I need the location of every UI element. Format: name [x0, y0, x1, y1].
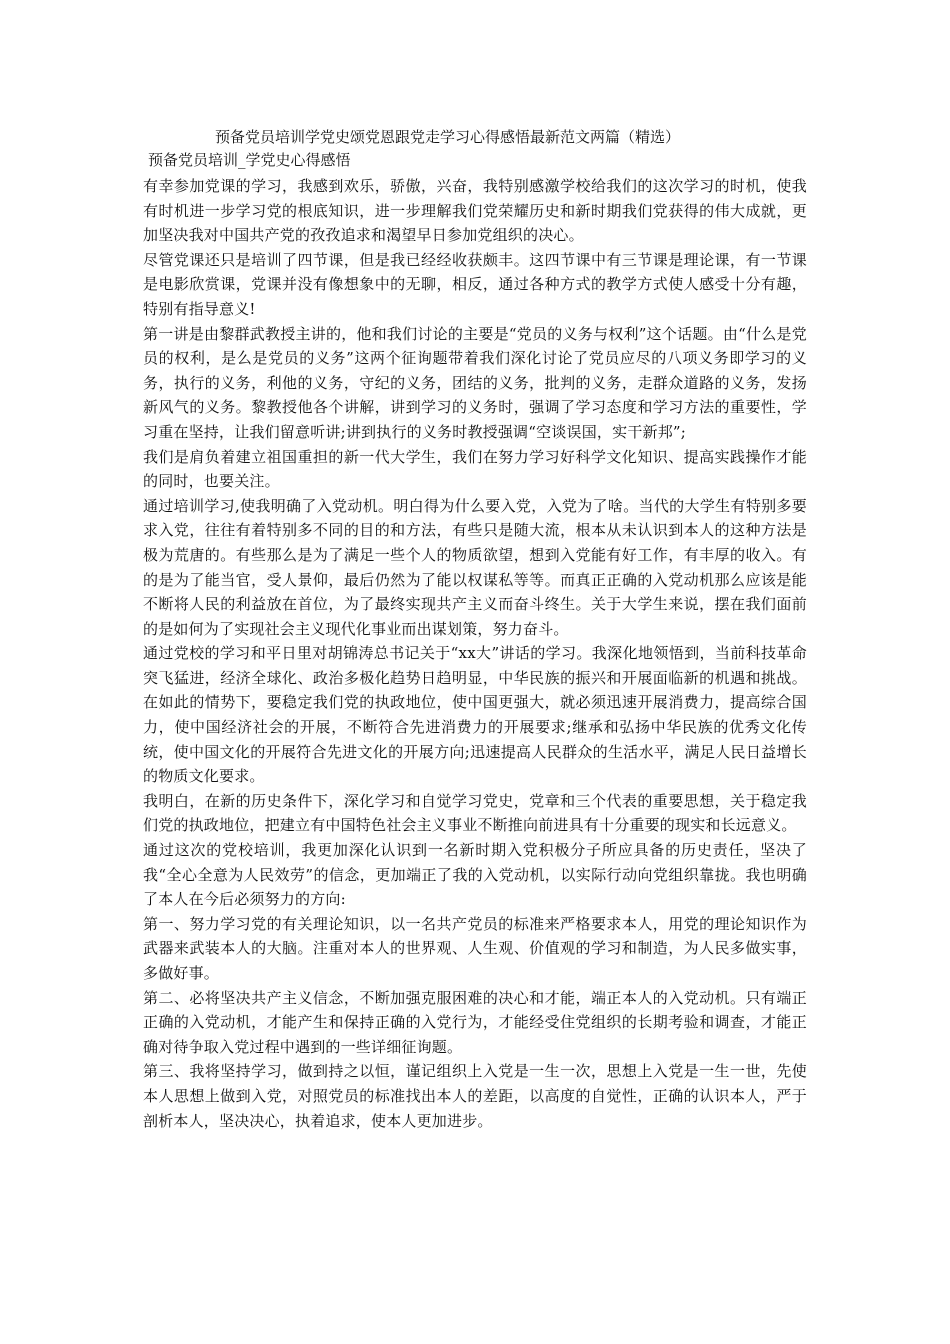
document-title: 预备党员培训学党史颂党恩跟党走学习心得感悟最新范文两篇（精选） [215, 128, 681, 146]
document-body [143, 174, 807, 1133]
paragraph: 尽管党课还只是培训了四节课，但是我已经经收获颇丰。这四节课中有三节课是理论课，有一节课是电影欣赏课，党课并没有像想象中的无聊，相反，通过各种方式的教学方式使人感受十分有趣，特别有指导意义! [143, 250, 807, 318]
paragraph: 第一讲是由黎群武教授主讲的，他和我们讨论的主要是“党员的义务与权利”这个话题。由“什么是党员的权利，是么是党员的义务”这两个征询题带着我们深化讨论了党员应尽的八项义务即学习的义务，执行的义务，利他的义务，守纪的义务，团结的义务，批判的义务，走群众道路的义务，发扬新风气的义务。黎教授他各个讲解，讲到学习的义务时，强调了学习态度和学习方法的重要性，学习重在坚持，让我们留意听讲;讲到执行的义务时教授强调“空谈误国，实干新邦”; [143, 324, 807, 441]
paragraph: 通过培训学习,使我明确了入党动机。明白得为什么要入党，入党为了啥。当代的大学生有特别多要求入党，往往有着特别多不同的目的和方法，有些只是随大流，根本从未认识到本人的这种方法是极为荒唐的。有些那么是为了满足一些个人的物质欲望，想到入党能有好工作，有丰厚的收入。有的是为了能当官，受人景仰，最后仍然为了能以权谋私等等。而真正正确的入党动机那么应该是能不断将人民的利益放在首位，为了最终实现共产主义而奋斗终生。关于大学生来说，摆在我们面前的是如何为了实现社会主义现代化事业而出谋划策，努力奋斗。 [143, 496, 807, 638]
paragraph: 有幸参加党课的学习，我感到欢乐，骄傲，兴奋，我特别感激学校给我们的这次学习的时机，使我有时机进一步学习党的根底知识，进一步理解我们党荣耀历史和新时期我们党获得的伟大成就，更加坚决我对中国共产党的孜孜追求和渴望早日参加党组织的决心。 [143, 177, 807, 245]
document-subtitle: 预备党员培训_学党史心得感悟 [148, 151, 351, 169]
paragraph: 第一、努力学习党的有关理论知识，以一名共产党员的标准来严格要求本人，用党的理论知识作为武器来武装本人的大脑。注重对本人的世界观、人生观、价值观的学习和制造，为人民多做实事，多做好事。 [143, 914, 807, 982]
paragraph: 通过党校的学习和平日里对胡锦涛总书记关于“xx大”讲话的学习。我深化地领悟到，当前科技革命突飞猛进，经济全球化、政治多极化趋势日趋明显，中华民族的振兴和开展面临新的机遇和挑战。在如此的情势下，要稳定我们党的执政地位，使中国更强大，就必须迅速开展消费力，提高综合国力，使中国经济社会的开展，不断符合先进消费力的开展要求;继承和弘扬中华民族的优秀文化传统，使中国文化的开展符合先进文化的开展方向;迅速提高人民群众的生活水平，满足人民日益增长的物质文化要求。 [143, 644, 807, 786]
paragraph: 第二、必将坚决共产主义信念，不断加强克服困难的决心和才能，端正本人的入党动机。只有端正正确的入党动机，才能产生和保持正确的入党行为，才能经受住党组织的长期考验和调查，才能正确对待争取入党过程中遇到的一些详细征询题。 [143, 988, 807, 1056]
paragraph: 我明白，在新的历史条件下，深化学习和自觉学习党史，党章和三个代表的重要思想，关于稳定我们党的执政地位，把建立有中国特色社会主义事业不断推向前进具有十分重要的现实和长远意义。 [143, 791, 807, 835]
paragraph: 通过这次的党校培训，我更加深化认识到一名新时期入党积极分子所应具备的历史责任，坚决了我“全心全意为人民效劳”的信念，更加端正了我的入党动机，以实际行动向党组织靠拢。我也明确了本人在今后必须努力的方向: [143, 841, 807, 909]
paragraph: 我们是肩负着建立祖国重担的新一代大学生，我们在努力学习好科学文化知识、提高实践操作才能的同时，也要关注。 [143, 447, 807, 491]
paragraph: 第三、我将坚持学习，做到持之以恒，谨记组织上入党是一生一次，思想上入党是一生一世，先使本人思想上做到入党，对照党员的标准找出本人的差距，以高度的自觉性，正确的认识本人，严于剖析本人，坚决决心，执着追求，使本人更加进步。 [143, 1062, 807, 1130]
